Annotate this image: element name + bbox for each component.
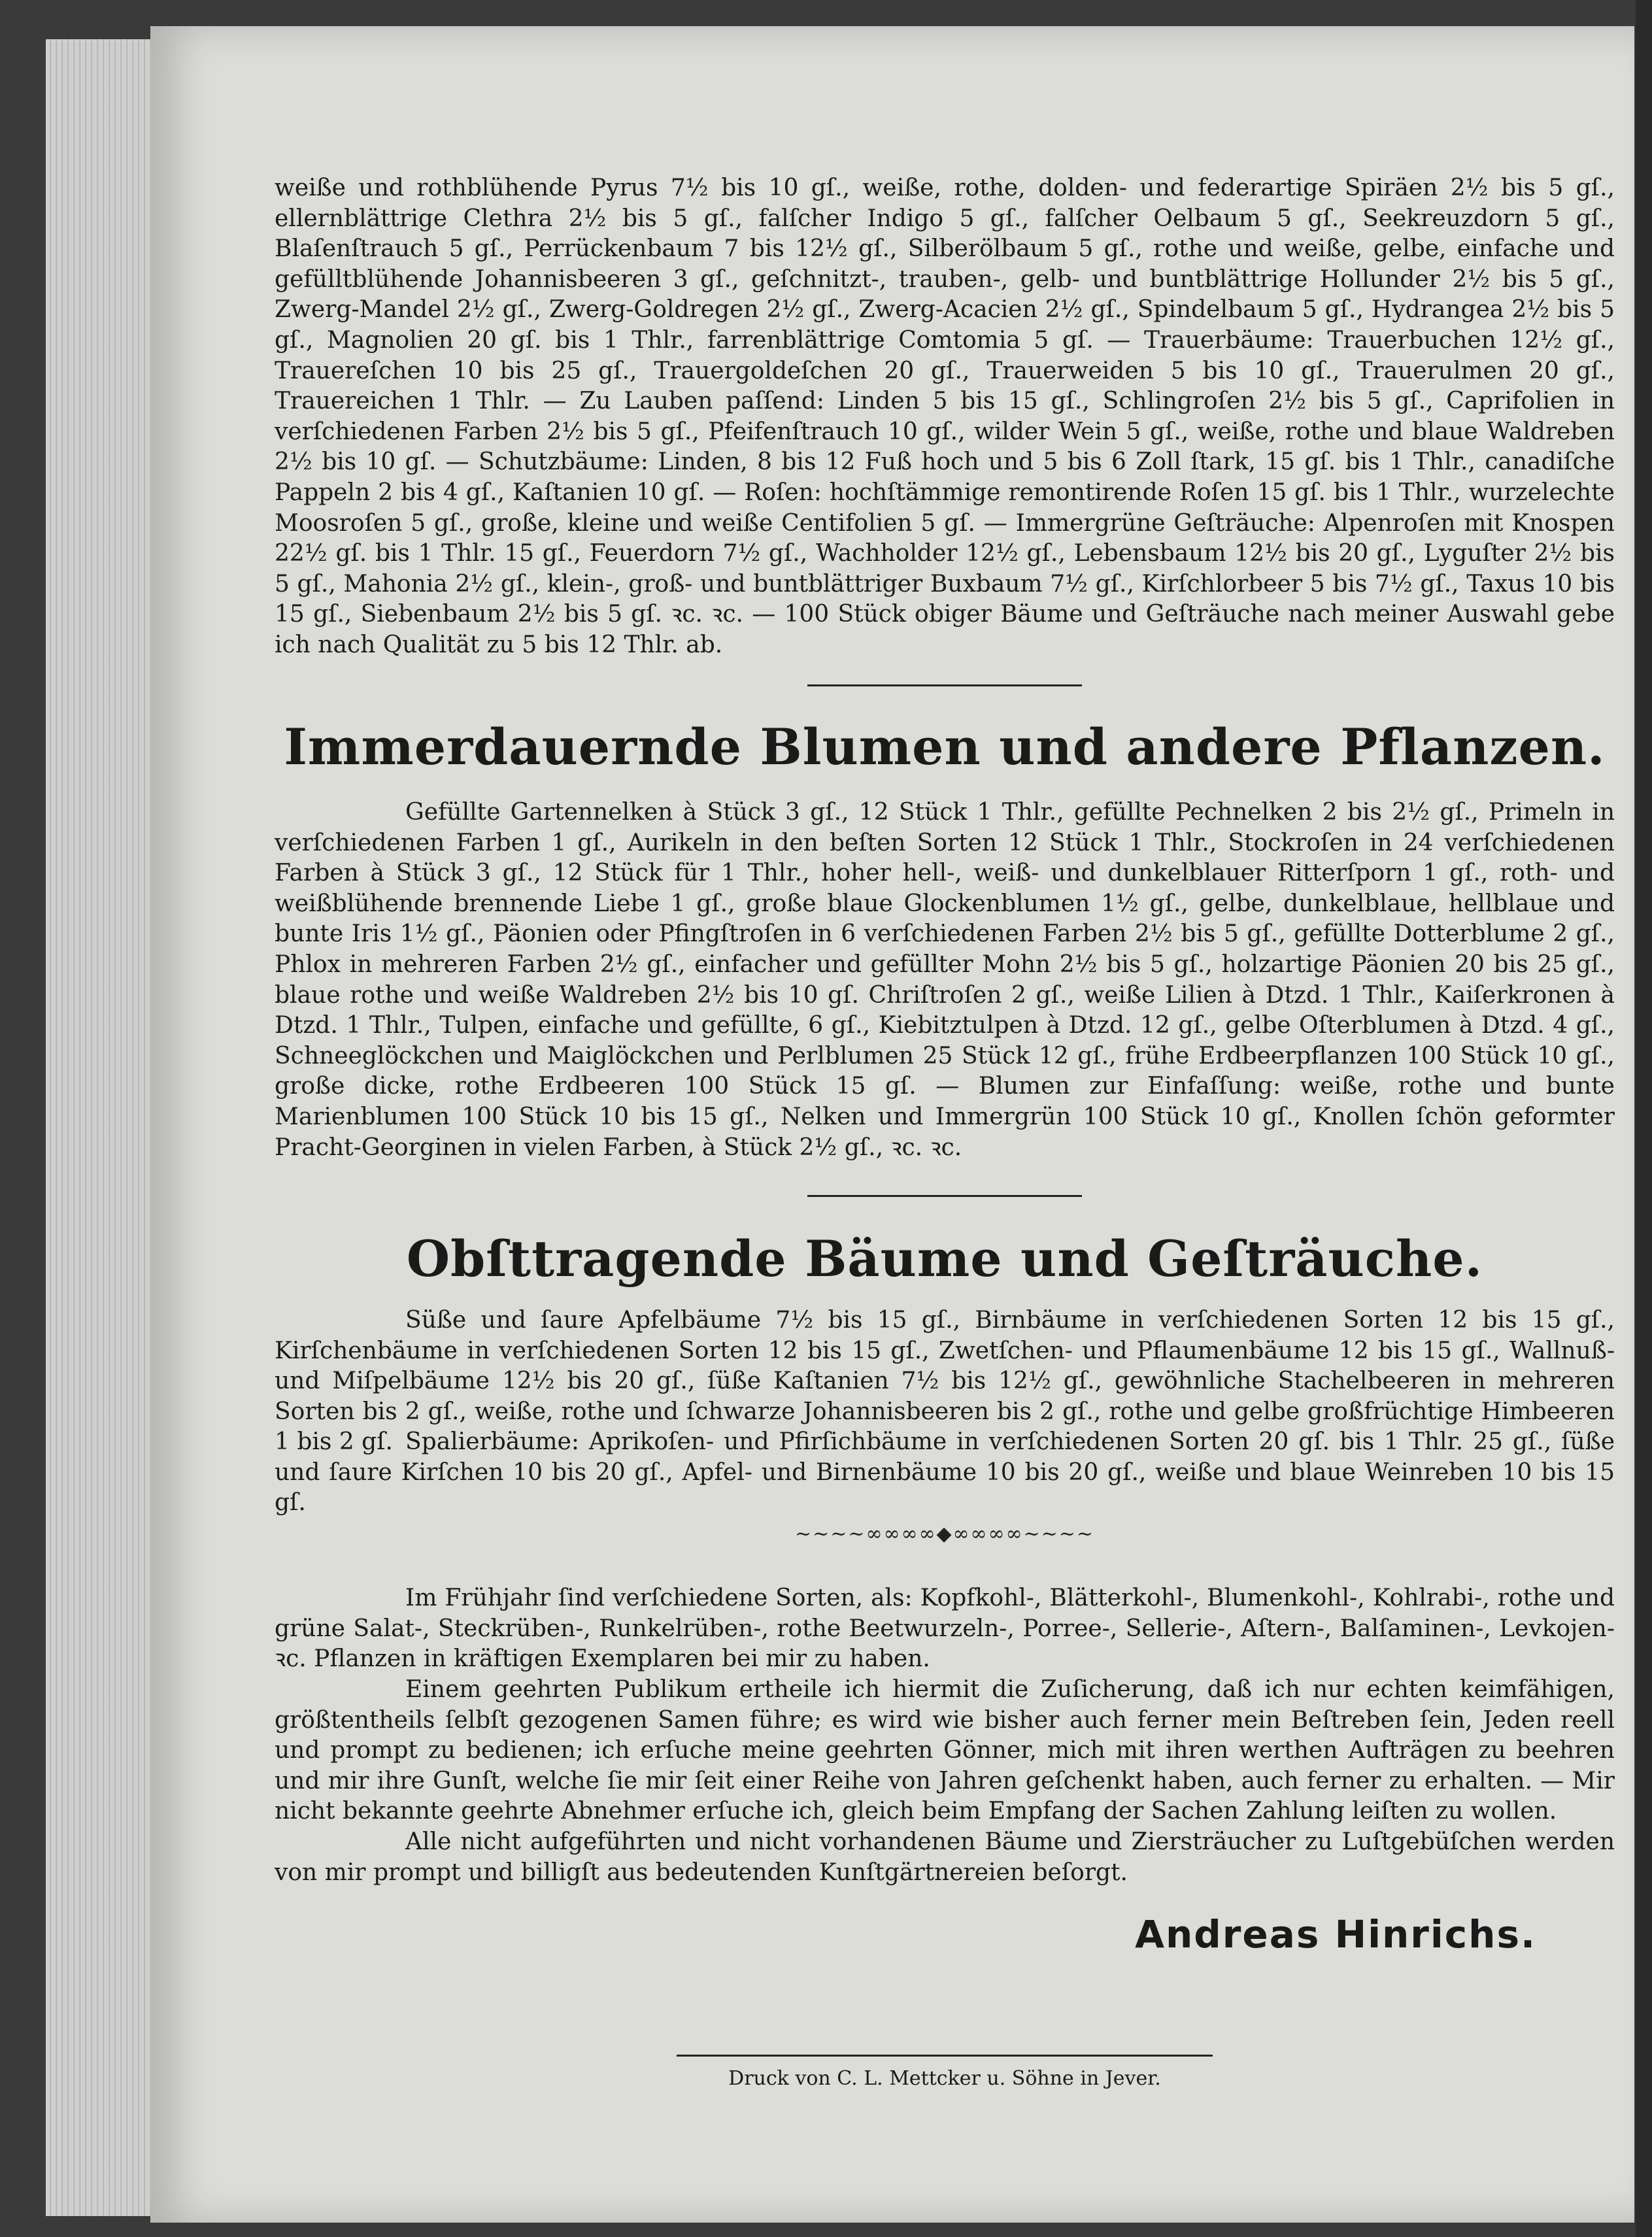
- ornament-divider: ~~~~∞∞∞∞◆∞∞∞∞~~~~: [794, 1522, 1095, 1545]
- printer-imprint: Druck von C. L. Mettcker u. Söhne in Jever.: [728, 2067, 1161, 2090]
- section-divider: [807, 1195, 1082, 1197]
- spring-plants-paragraph: Im Frühjahr ſind verſchiedene Sorten, als: Kopfkohl-, Blätterkohl-, Blumenkohl-, Kohlrabi-, rothe und grüne Salat-, Steckrüben-, Runkelrüben-, rothe Beetwurzeln-, Porree-, Sellerie-, Aſtern-, Balſaminen-, Levkojen- ꝛc. Pflanzen in kräftigen Exemplaren bei mir zu haben.: [275, 1585, 1615, 1673]
- scan-border: [1636, 0, 1652, 2237]
- section-heading-fruit-trees: Obſttragende Bäume und Geſträuche.: [406, 1230, 1483, 1288]
- espalier-paragraph: Spalierbäume: Aprikoſen- und Pfirſichbäume in verſchiedenen Sorten 20 gſ. bis 1 Thlr. 25 gſ., ſüße und ſaure Kirſchen 10 bis 20 gſ., Apfel- und Birnenbäume 10 bis 20 gſ., weiße und blaue Weinreben 10 bis 15 gſ.: [275, 1428, 1615, 1517]
- section-heading-perennials: Immerdauernde Blumen und andere Pflanzen.: [284, 718, 1606, 776]
- document-body: [275, 173, 1615, 2090]
- signature: Andreas Hinrichs.: [1135, 1912, 1536, 1957]
- footer-divider: [677, 2055, 1213, 2057]
- section-divider: [807, 684, 1082, 686]
- trees-paragraph: weiße und rothblühende Pyrus 7½ bis 10 gſ., weiße, rothe, dolden- und federartige Spiräen 2½ bis 5 gſ., ellernblättrige Clethra 2½ bis 5 gſ., falſcher Indigo 5 gſ., falſcher Oelbaum 5 gſ., Seekreuzdorn 5 gſ., Blaſenſtrauch 5 gſ., Perrückenbaum 7 bis 12½ gſ., Silberölbaum 5 gſ., rothe und weiße, gelbe, einfache und gefülltblühende Johannisbeeren 3 gſ., geſchnitzt-, trauben-, gelb- und buntblättrige Hollunder 2½ bis 5 gſ., Zwerg-Mandel 2½ gſ., Zwerg-Goldregen 2½ gſ., Zwerg-Acacien 2½ gſ., Spindelbaum 5 gſ., Hydrangea 2½ bis 5 gſ., Magnolien 20 gſ. bis 1 Thlr., farrenblättrige Comtomia 5 gſ. — Trauerbäume: Trauerbuchen 12½ gſ., Trauereſchen 10 bis 25 gſ., Trauergoldeſchen 20 gſ., Trauerweiden 5 bis 10 gſ., Trauerulmen 20 gſ., Trauereichen 1 Thlr. — Zu Lauben paſſend: Linden 5 bis 15 gſ., Schlingroſen 2½ bis 5 gſ., Caprifolien in verſchiedenen Farben 2½ bis 5 gſ., Pfeifenſtrauch 10 gſ., wilder Wein 5 gſ., weiße, rothe und blaue Waldreben 2½ bis 10 gſ. — Schutzbäume: Linden, 8 bis 12 Fuß hoch und 5 bis 6 Zoll ſtark, 15 gſ. bis 1 Thlr., canadiſche Pappeln 2 bis 4 gſ., Kaſtanien 10 gſ. — Roſen: hochſtämmige remontirende Roſen 15 gſ. bis 1 Thlr., wurzelechte Moosroſen 5 gſ., große, kleine und weiße Centifolien 5 gſ. — Immergrüne Geſträuche: Alpenroſen mit Knospen 22½ gſ. bis 1 Thlr. 15 gſ., Feuerdorn 7½ gſ., Wachholder 12½ gſ., Lebensbaum 12½ bis 20 gſ., Lyguſter 2½ bis 5 gſ., Mahonia 2½ gſ., klein-, groß- und buntblättriger Buxbaum 7½ gſ., Kirſchlorbeer 5 bis 7½ gſ., Taxus 10 bis 15 gſ., Siebenbaum 2½ bis 5 gſ. ꝛc. ꝛc. — 100 Stück obiger Bäume und Geſträuche nach meiner Auswahl gebe ich nach Qualität zu 5 bis 12 Thlr. ab.: [275, 175, 1615, 658]
- flowers-paragraph: Gefüllte Gartennelken à Stück 3 gſ., 12 Stück 1 Thlr., gefüllte Pechnelken 2 bis 2½ gſ., Primeln in verſchiedenen Farben 1 gſ., Aurikeln in den beſten Sorten 12 Stück 1 Thlr., Stockroſen in 24 verſchiedenen Farben à Stück 3 gſ., 12 Stück für 1 Thlr., hoher hell-, weiß- und dunkelblauer Ritterſporn 1 gſ., roth- und weißblühende brennende Liebe 1 gſ., große blaue Glockenblumen 1½ gſ., gelbe, dunkelblaue, hellblaue und bunte Iris 1½ gſ., Päonien oder Pfingſtroſen in 6 verſchiedenen Farben 2½ bis 5 gſ., gefüllte Dotterblume 2 gſ., Phlox in mehreren Farben 2½ gſ., einfacher und gefüllter Mohn 2½ bis 5 gſ., holzartige Päonien 20 bis 25 gſ., blaue rothe und weiße Waldreben 2½ bis 10 gſ. Chriſtroſen 2 gſ., weiße Lilien à Dtzd. 1 Thlr., Kaiſerkronen à Dtzd. 1 Thlr., Tulpen, einfache und gefüllte, 6 gſ., Kiebitztulpen à Dtzd. 12 gſ., gelbe Oſterblumen à Dtzd. 4 gſ., Schneeglöckchen und Maiglöckchen und Perlblumen 25 Stück 12 gſ., frühe Erdbeerpflanzen 100 Stück 10 gſ., große dicke, rothe Erdbeeren 100 Stück 15 gſ. — Blumen zur Einfaſſung: weiße, rothe und bunte Marienblumen 100 Stück 10 bis 15 gſ., Nelken und Immergrün 100 Stück 10 gſ., Knollen ſchön geformter Pracht-Georginen in vielen Farben, à Stück 2½ gſ., ꝛc. ꝛc.: [275, 799, 1615, 1161]
- fruit-paragraph: Süße und ſaure Apfelbäume 7½ bis 15 gſ., Birnbäume in verſchiedenen Sorten 12 bis 15 gſ., Kirſchenbäume in verſchiedenen Sorten 12 bis 15 gſ., Zwetſchen- und Pflaumenbäume 12 bis 15 gſ., Wallnuß- und Miſpelbäume 12½ bis 20 gſ., ſüße Kaſtanien 7½ bis 12½ gſ., gewöhnliche Stachelbeeren in mehreren Sorten bis 2 gſ., weiße, rothe und ſchwarze Johannisbeeren bis 2 gſ., rothe und gelbe großfrüchtige Himbeeren 1 bis 2 gſ.: [275, 1307, 1615, 1456]
- notice-paragraph: Alle nicht aufgeführten und nicht vorhandenen Bäume und Ziersträucher zu Luſtgebüſchen werden von mir prompt und billigſt aus bedeutenden Kunſtgärtnereien beſorgt.: [275, 1828, 1615, 1886]
- assurance-paragraph: Einem geehrten Publikum ertheile ich hiermit die Zuſicherung, daß ich nur echten keimfähigen, größtentheils ſelbſt gezogenen Samen führe; es wird wie bisher auch ferner mein Beſtreben ſein, Jeden reell und prompt zu bedienen; ich erſuche meine geehrten Gönner, mich mit ihren werthen Aufträgen zu beehren und mir ihre Gunſt, welche ſie mir ſeit einer Reihe von Jahren geſchenkt haben, auch ferner zu erhalten. — Mir nicht bekannte geehrte Abnehmer erſuche ich, gleich beim Empfang der Sachen Zahlung leiſten zu wollen.: [275, 1676, 1615, 1825]
- book-page-edges: [46, 39, 163, 2216]
